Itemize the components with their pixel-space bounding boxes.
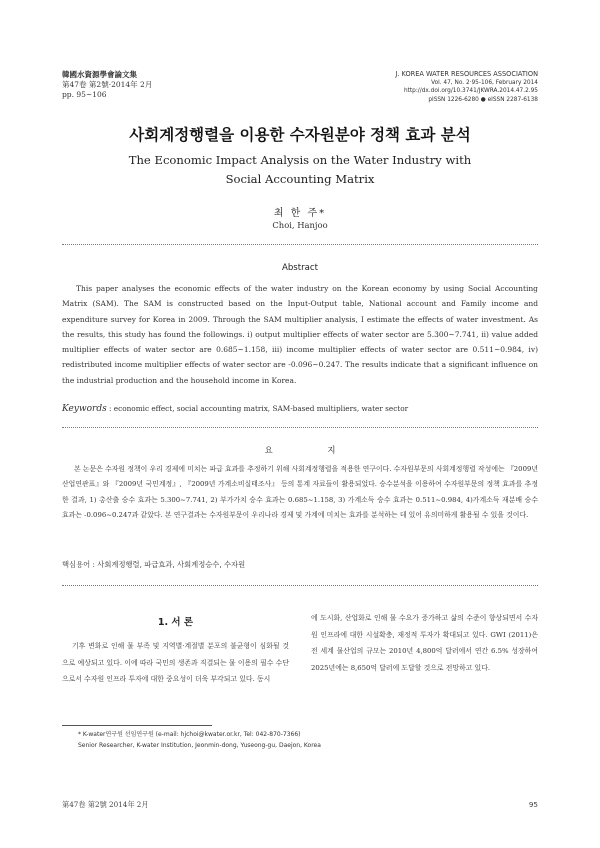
journal-header-right [395,70,538,104]
summary-keywords: 핵심용어 : 사회계정행렬, 파급효과, 사회계정승수, 수자원 [62,560,246,569]
divider [62,585,538,586]
divider [62,427,538,428]
body-column-right: 에 도시화, 산업화로 인해 물 수요가 증가하고 삶의 수준이 향상되면서 수자원 인프라에 대한 시설확충, 재정적 투자가 확대되고 있다. GWI (2011)은 전 세계 물산업의 규모는 2010년 4,800억 달러에서 연간 6.5% 성장하여 2025년에는 8,650억 달러에 도달할 것으로 전망하고 있다. [311,614,538,673]
volume-ko: 第47卷 第2號·2014年 2月 [62,80,153,89]
title-en-line1: The Economic Impact Analysis on the Water Industry with [128,153,472,167]
journal-name-en: J. KOREA WATER RESOURCES ASSOCIATION [395,70,538,78]
keywords [62,404,538,414]
abstract-body: This paper analyses the economic effects of the water industry on the Korean economy by using Social Accounting Matrix (SAM). The SAM is constructed based on the Input-Output table, National account and Family income and expenditure survey for Korea in 2009. Through the SAM multiplier analysis, I estimate the effects of water investment. As the results, this study has found the followings. i) output multiplier effects of water sector are 5.300~7.741, ii) value added multiplier effects of water sector are 0.685~1.158, iii) income multiplier effects of water sector are 0.511~0.984, iv) redistributed income multiplier effects of water sector are -0.096~0.247. The results indicate that a significant influence on the industrial production and the household income in Korea. [62,284,538,385]
paper-title-ko: 사회계정행렬을 이용한 수자원분야 정책 효과 분석 [129,126,471,144]
volume-en: Vol. 47, No. 2·95-106, February 2014 [431,79,538,86]
footer-volume: 第47卷 第2號 2014年 2月 [62,800,149,809]
journal-name-ko: 韓國水資源學會論文集 [62,70,137,79]
page-number: 95 [528,800,538,809]
summary-body: 본 논문은 수자원 정책이 우리 경제에 미치는 파급 효과를 추정하기 위해 사회계정행렬을 적용한 연구이다. 수자원부문의 사회계정행렬 작성에는 『2009년 산업연관표』와 『2009년 국민계정』, 『2009년 가계소비실태조사』 등의 통계 자료들이 활용되었다. 승수분석을 이용하여 수자원부문의 정책 효과를 추정한 결과, 1) 총산출 승수 효과는 5.300~7.741, 2) 부가가치 승수 효과는 0.685~1.158, 3) 가계소득 승수 효과는 0.511~0.984, 4)가계소득 재분배 승수 효과는 -0.096~0.247과 같았다. 본 연구결과는 수자원부문이 우리나라 경제 및 가계에 미치는 효과를 분석하는 데 있어 유의미하게 활용될 수 있을 것이다. [62,465,538,520]
footnote-line1: * K-water연구원 선임연구원 (e-mail: hjchoi@kwater.or.kr, Tel: 042-870-7366) [78,731,301,738]
body-column-left: 기후 변화로 인해 물 부족 및 지역별·계절별 분포의 불균형이 심화될 것으로 예상되고 있다. 이에 따라 국민의 생존과 직결되는 물 이용의 필수 수단으로서 수자원 인프라 투자에 대한 중요성이 더욱 부각되고 있다. 동시 [62,642,289,684]
divider [62,244,538,245]
page-range: pp. 95~106 [62,90,107,99]
author-name-ko: 최 한 주* [273,208,327,219]
author-name-en: Choi, Hanjoo [272,220,328,230]
paper-title-en [0,151,600,189]
doi-link[interactable]: http://dx.doi.org/10.3741/JKWRA.2014.47.2.95 [403,88,538,95]
keywords-list: : economic effect, social accounting matrix, SAM-based multipliers, water sector [109,404,409,413]
section-title: 1. 서 론 [157,617,194,628]
footnote-rule [62,725,212,726]
abstract-heading: Abstract [281,263,319,273]
keywords-label: Keywords [62,404,107,414]
title-en-line2: Social Accounting Matrix [225,172,375,186]
journal-header-left [62,70,152,100]
footnote-line2: Senior Researcher, K-water Institution, Jeonmin-dong, Yuseong-gu, Daejon, Korea [78,742,321,749]
summary-heading: 요 지 [264,445,362,455]
footnote [78,729,321,751]
issn: pISSN 1226-6280 ● eISSN 2287-6138 [428,96,538,103]
